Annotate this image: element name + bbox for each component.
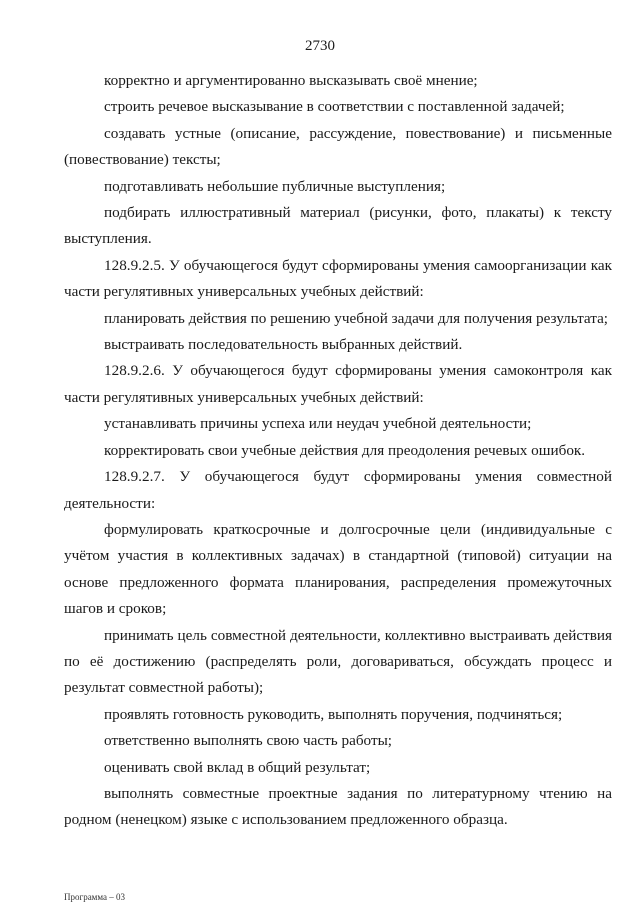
section-heading-paragraph: 128.9.2.5. У обучающегося будут сформированы умения самоорганизации как части регулятивных универсальных учебных действий:: [64, 256, 612, 301]
paragraph: выстраивать последовательность выбранных действий.: [104, 336, 463, 354]
paragraph: подбирать иллюстративный материал (рисунки, фото, плакаты) к тексту выступления.: [64, 204, 612, 248]
paragraph: создавать устные (описание, рассуждение, повествование) и письменные (повествование) тексты;: [64, 124, 612, 169]
paragraph: планировать действия по решению учебной задачи для получения результата;: [104, 309, 609, 327]
document-body: [64, 68, 612, 834]
paragraph: устанавливать причины успеха или неудач учебной деятельности;: [104, 415, 532, 433]
section-heading-paragraph: 128.9.2.6. У обучающегося будут сформированы умения самоконтроля как части регулятивных универсальных учебных действий:: [64, 362, 612, 406]
paragraph: строить речевое высказывание в соответствии с поставленной задачей;: [104, 98, 565, 116]
section-heading-paragraph: 128.9.2.7. У обучающегося будут сформированы умения совместной деятельности:: [64, 468, 612, 512]
paragraph: оценивать свой вклад в общий результат;: [104, 758, 371, 776]
page-number: 2730: [305, 38, 335, 54]
paragraph: подготавливать небольшие публичные выступления;: [104, 177, 446, 195]
paragraph: выполнять совместные проектные задания по литературному чтению на родном (ненецком) языке с использованием предложенного образца.: [64, 784, 612, 829]
paragraph: корректировать свои учебные действия для преодоления речевых ошибок.: [104, 441, 586, 459]
paragraph: формулировать краткосрочные и долгосрочные цели (индивидуальные с учётом участия в коллективных задачах) в стандартной (типовой) ситуации на основе предложенного формата планирования, распределения промежуточных шагов и сроков;: [64, 520, 612, 618]
footer-label: Программа – 03: [64, 892, 126, 902]
paragraph: ответственно выполнять свою часть работы;: [104, 732, 393, 750]
paragraph: корректно и аргументированно высказывать своё мнение;: [104, 72, 478, 89]
paragraph: принимать цель совместной деятельности, коллективно выстраивать действия по её достижению (распределять роли, договариваться, обсуждать процесс и результат совместной работы);: [64, 626, 612, 697]
paragraph: проявлять готовность руководить, выполнять поручения, подчиняться;: [104, 705, 563, 723]
